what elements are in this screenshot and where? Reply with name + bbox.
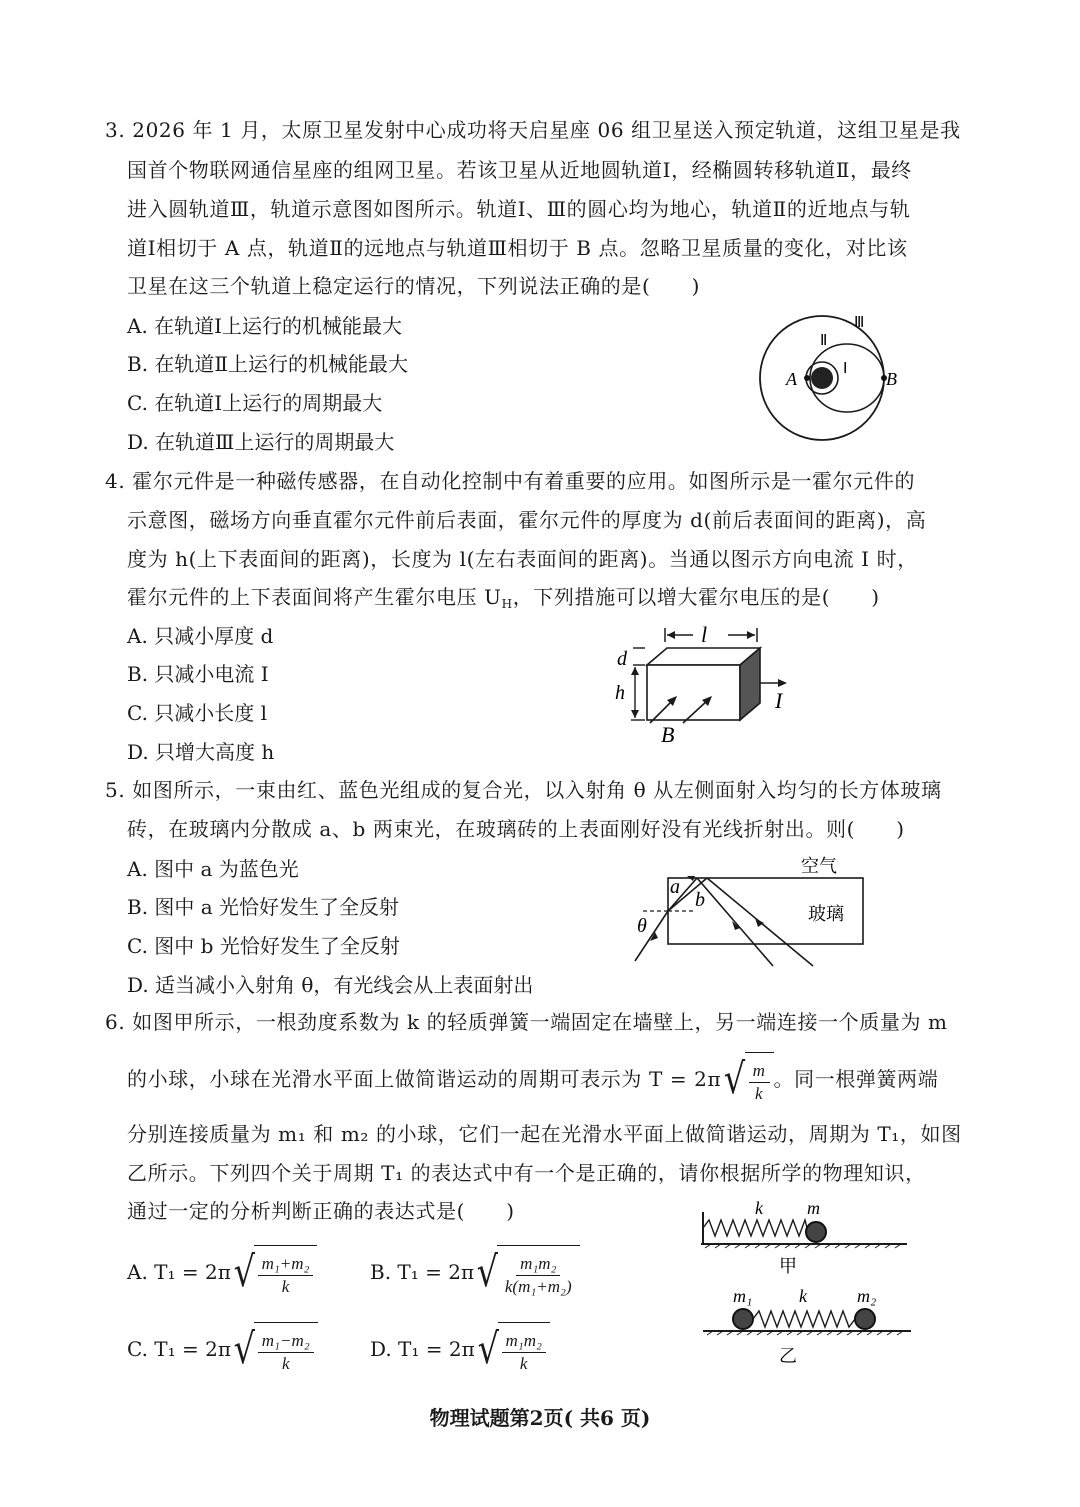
q3-line-4: 道Ⅰ相切于 A 点，轨道Ⅱ的远地点与轨道Ⅲ相切于 B 点。忽略卫星质量的变化，对比该 xyxy=(127,236,908,260)
yi-caption: 乙 xyxy=(779,1346,797,1366)
formula-den-k: k xyxy=(754,1084,764,1103)
q6-line-5: 通过一定的分析判断正确的表达式是( ) xyxy=(127,1199,515,1223)
q3-option-b: B. 在轨道Ⅱ上运行的机械能最大 xyxy=(127,352,409,376)
q6-option-d-prefix: D. T₁ = 2π xyxy=(370,1336,475,1361)
q3-line-5: 卫星在这三个轨道上稳定运行的情况，下列说法正确的是( ) xyxy=(127,274,701,298)
q3-option-d: D. 在轨道Ⅲ上运行的周期最大 xyxy=(127,430,395,454)
ray-b-label: b xyxy=(695,889,705,911)
q6-line-3: 分别连接质量为 m₁ 和 m₂ 的小球，它们一起在光滑水平面上做简谐运动，周期为 T₁，如图 xyxy=(127,1122,962,1146)
q4-option-b: B. 只减小电流 I xyxy=(127,662,269,686)
q6-option-d: D. T₁ = 2π √ $\frac{\text{m₁m₂}}{k}$ xyxy=(370,1322,550,1375)
hall-label-d: d xyxy=(617,648,627,670)
theta-label: θ xyxy=(637,915,647,937)
q3-line-3: 进入圆轨道Ⅲ，轨道示意图如图所示。轨道Ⅰ、Ⅲ的圆心均为地心，轨道Ⅱ的近地点与轨 xyxy=(127,197,911,221)
yi-label-m1: m₁ xyxy=(733,1286,753,1306)
jia-label-k: k xyxy=(755,1198,763,1218)
hall-element-diagram xyxy=(605,620,805,750)
q6-option-d-den: k xyxy=(519,1354,528,1373)
hall-label-l: l xyxy=(701,622,708,647)
q6-option-c-num: m₁−m₂ xyxy=(258,1330,314,1353)
yi-label-k: k xyxy=(799,1286,807,1306)
glass-brick-diagram xyxy=(625,848,865,968)
page-footer: 物理试题第2页( 共6 页) xyxy=(429,1406,651,1430)
q6-option-c-den: k xyxy=(281,1354,290,1373)
q4-option-a: A. 只减小厚度 d xyxy=(127,624,274,648)
yi-label-m2: m₂ xyxy=(857,1286,877,1306)
q3-option-c: C. 在轨道Ⅰ上运行的周期最大 xyxy=(127,391,383,415)
q6-period-formula: √ $\frac{m}{k}$ xyxy=(721,1052,773,1105)
hall-label-i: I xyxy=(775,688,783,713)
q6-line-1: 6. 如图甲所示，一根劲度系数为 k 的轻质弹簧一端固定在墙壁上，另一端连接一个质量为 m xyxy=(105,1010,948,1034)
q4-option-d: D. 只增大高度 h xyxy=(127,740,275,764)
q4-line-4-text: 霍尔元件的上下表面间将产生霍尔电压 U xyxy=(127,585,502,609)
q4-line-2: 示意图，磁场方向垂直霍尔元件前后表面，霍尔元件的厚度为 d(前后表面间的距离)，高 xyxy=(127,508,927,532)
q6-option-c-prefix: C. T₁ = 2π xyxy=(127,1336,232,1361)
q6-line-4: 乙所示。下列四个关于周期 T₁ 的表达式中有一个是正确的，请你根据所学的物理知识， xyxy=(127,1161,926,1185)
q6-line-2-text: 的小球，小球在光滑水平面上做简谐运动的周期可表示为 T = 2π xyxy=(127,1066,722,1091)
q3-option-a: A. 在轨道Ⅰ上运行的机械能最大 xyxy=(127,314,403,338)
q6-option-d-num: m₁m₂ xyxy=(502,1330,546,1353)
q6-option-a-prefix: A. T₁ = 2π xyxy=(127,1259,231,1284)
q4-line-1: 4. 霍尔元件是一种磁传感器，在自动化控制中有着重要的应用。如图所示是一霍尔元件的 xyxy=(105,469,916,493)
q4-line-3: 度为 h(上下表面间的距离)，长度为 l(左右表面间的距离)。当通以图示方向电流 I 时， xyxy=(127,547,918,571)
q6-line-2 xyxy=(127,1052,938,1105)
q5-option-c: C. 图中 b 光恰好发生了全反射 xyxy=(127,934,400,958)
spring-diagram xyxy=(695,1198,920,1378)
q3-line-2: 国首个物联网通信星座的组网卫星。若该卫星从近地圆轨道Ⅰ，经椭圆转移轨道Ⅱ，最终 xyxy=(127,158,912,182)
q6-option-b-num: m₁m₂ xyxy=(516,1253,560,1276)
orbit-diagram xyxy=(755,305,915,465)
air-label: 空气 xyxy=(801,856,837,876)
q6-option-b-prefix: B. T₁ = 2π xyxy=(370,1259,475,1284)
q3-line-1: 3. 2026 年 1 月，太原卫星发射中心成功将天启星座 06 组卫星送入预定轨道，这组卫星是我 xyxy=(105,118,961,142)
q5-line-2: 砖，在玻璃内分散成 a、b 两束光，在玻璃砖的上表面刚好没有光线折射出。则( ) xyxy=(127,817,905,841)
jia-caption: 甲 xyxy=(779,1256,797,1276)
q5-line-1: 5. 如图所示，一束由红、蓝色光组成的复合光，以入射角 θ 从左侧面射入均匀的长方体玻璃 xyxy=(105,778,942,802)
q6-option-c: C. T₁ = 2π √ $\frac{\text{m₁−m₂}}{k}$ xyxy=(127,1322,318,1375)
glass-label: 玻璃 xyxy=(808,904,844,924)
q4-line-4 xyxy=(127,583,880,618)
q5-option-a: A. 图中 a 为蓝色光 xyxy=(127,857,299,881)
jia-label-m: m xyxy=(807,1198,820,1218)
orbit-label-1: Ⅰ xyxy=(843,361,848,377)
formula-num-m: m xyxy=(749,1060,770,1083)
q6-option-a: A. T₁ = 2π √ $\frac{\text{m₁+m₂}}{k}$ xyxy=(127,1245,317,1298)
q6-option-a-den: k xyxy=(281,1277,290,1296)
ray-a-label: a xyxy=(670,876,680,898)
q6-option-a-num: m₁+m₂ xyxy=(258,1253,314,1276)
hall-label-h: h xyxy=(615,682,625,704)
hall-label-b: B xyxy=(661,722,675,747)
q6-option-b: B. T₁ = 2π √ $\frac{\text{m₁m₂}}{\text{k(m₁+m₂)}}$ xyxy=(370,1245,580,1298)
q6-line-2-tail: 。同一根弹簧两端 xyxy=(773,1066,939,1091)
orbit-label-a: A xyxy=(786,369,797,389)
orbit-label-2: Ⅱ xyxy=(820,333,828,349)
q4-uh-subscript: H xyxy=(501,597,513,611)
q5-option-d: D. 适当减小入射角 θ，有光线会从上表面射出 xyxy=(127,973,534,997)
q4-option-c: C. 只减小长度 l xyxy=(127,701,268,725)
q4-line-4-tail: ，下列措施可以增大霍尔电压的是( ) xyxy=(512,585,880,609)
q5-option-b: B. 图中 a 光恰好发生了全反射 xyxy=(127,895,400,919)
orbit-label-b: B xyxy=(886,369,897,389)
q6-option-b-den: k(m₁+m₂) xyxy=(504,1277,572,1296)
orbit-label-3: Ⅲ xyxy=(854,315,865,331)
